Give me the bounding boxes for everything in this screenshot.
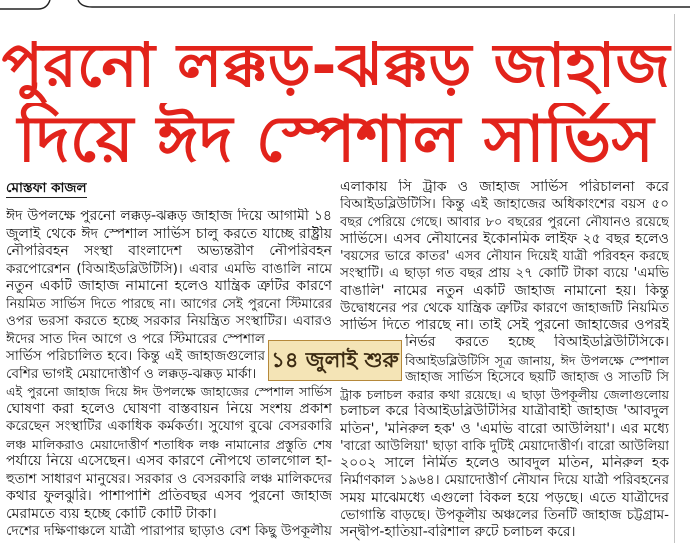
page-frame-border: [0, 0, 690, 14]
article-line: নৌপরিবহন সংস্থা বাংলাদেশ অভ্যন্তরীণ নৌপরিবহন: [6, 243, 332, 259]
headline-line: পুরনো লক্কড়-ঝক্কড় জাহাজ: [1, 31, 671, 101]
article-line: করপোরেশন (বিআইডব্লিউটিসি)। এবার এমভি বাঙালি নামে: [6, 260, 332, 277]
article-line: পর্যায়ে নিয়ে এসেছেন। এসব কারণে নৌপথে তালগোল হা-: [6, 453, 332, 469]
author-name: মোস্তফা কাজল: [6, 180, 87, 196]
article-line: ঈদ উপলক্ষে পুরনো লক্কড়-ঝক্কড় জাহাজ দিয়ে আগামী ১৪: [6, 208, 332, 224]
article-line: ওপর ভরসা করতে হচ্ছে সরকার নিয়ন্ত্রিত সংস্থাটির। এবারও: [6, 313, 332, 329]
article-line: বেশির ভাগই মেয়াদোত্তীর্ণ ও লক্কড়-ঝক্কড় মার্কা।: [6, 365, 257, 382]
article-line: সন্দ্বীপ-হাতিয়া-বরিশাল রুটে চলাচল করে।: [340, 524, 576, 540]
article-line: নির্মাণকাল ১৯৬৪। মেয়াদোত্তীর্ণ নৌযান দিয়ে যাত্রী পরিবহনের: [340, 472, 669, 489]
article-line: মেরামতে ব্যয় হচ্ছে কোটি কোটি টাকা।: [6, 505, 217, 522]
article-line: সংস্থাটি। এ ছাড়া গত বছর প্রায় ২৭ কোটি টাকা ব্যয়ে 'এমভি: [340, 265, 669, 282]
article-line: 'বয়সের ভারে কাতর' এসব নৌযান দিয়েই যাত্রী পরিবহন করছে: [340, 249, 669, 264]
byline: [6, 180, 87, 198]
date-callout-box: ১৪ জুলাই শুরু: [268, 340, 402, 381]
article-line: মতিন', 'মনিরুল হক' ও 'এমভি বারো আউলিয়া'। এর মধ্যে: [340, 420, 669, 437]
article-line: লঞ্চ মালিকরাও মেয়াদোত্তীর্ণ শতাধিক লঞ্চ নামানোর প্রস্তুতি শেষ: [6, 436, 332, 452]
article-line: উদ্বোধনের পর থেকে যান্ত্রিক ত্রুটির কারণে জাহাজটি নিয়মিত: [340, 299, 669, 316]
column-rule: [674, 14, 675, 543]
article-line: এই পুরনো জাহাজ দিয়ে ঈদ উপলক্ষে জাহাজের স্পেশাল সার্ভিস: [6, 384, 332, 399]
article-line: বছর পেরিয়ে গেছে। আবার ৮০ বছরের পুরনো নৌযানও রয়েছে: [340, 214, 669, 230]
article-line: চলাচল করে বিআইডব্লিউটিসির যাত্রীবাহী জাহাজ 'আবদুল: [340, 403, 669, 420]
article-line: নতুন একটি জাহাজ নামানো হলেও যান্ত্রিক ত্রুটির কারণে: [6, 278, 332, 294]
article-line: সার্ভিসে। এসব নৌযানের ইকোনমিক লাইফ ২৫ বছর হলেও: [340, 230, 669, 247]
article-line: ট্রাক চলাচল করার কথা রয়েছে। এ ছাড়া উপকূলীয় জেলাগুলোয়: [340, 387, 669, 402]
article-line: করেছেন সংস্থাটির একাধিক কর্মকর্তা। সুযোগ বুঝে বেসরকারি: [6, 418, 332, 434]
article-line: 'বারো আউলিয়া' ছাড়া বাকি দুটিই মেয়াদোত্তীর্ণ। বারো আউলিয়া: [340, 438, 669, 454]
article-line: বিআইডব্লিউটিসি সূত্র জানায়, ঈদ উপলক্ষে স্পেশাল: [405, 352, 669, 368]
article-line: দেশের দক্ষিণাঞ্চলে যাত্রী পারাপার ছাড়াও বেশ কিছু উপকূলীয়: [6, 523, 332, 539]
article-line: ভোগান্তি বাড়ছে। উপকূলীয় অঞ্চলের তিনটি জাহাজ চট্টগ্রাম-: [340, 506, 669, 523]
article-line: বিআইডব্লিউটিসি। কিন্তু এই জাহাজের অধিকাংশের বয়স ৫০: [340, 196, 669, 213]
article-line: জাহাজ সার্ভিস হিসেবে ছয়টি জাহাজ ও সাতটি সি: [405, 369, 669, 385]
article-line: সার্ভিস পরিচালিত হবে। কিন্তু এই জাহাজগুলোর: [6, 348, 265, 364]
article-line: ঈদের সাত দিন আগে ও পরে স্টিমারের স্পেশাল: [6, 330, 265, 347]
article-line: নিয়মিত সার্ভিস দিতে পারছে না। আগের সেই পুরনো স্টিমারের: [6, 296, 332, 312]
headline-line: দিয়ে ঈদ স্পেশাল সার্ভিস: [17, 103, 655, 177]
headline: [0, 29, 672, 177]
article-line: সার্ভিস দিতে পারছে না। তাই সেই পুরনো জাহাজের ওপরই: [340, 317, 669, 333]
article-line: এলাকায় সি ট্রাক ও জাহাজ সার্ভিস পরিচালনা করে: [340, 179, 669, 195]
article-line: বাঙালি' নামের নতুন একটি জাহাজ নামানো হয়। কিন্তু: [340, 282, 669, 299]
article-line: ২০০২ সালে নির্মিত হলেও আবদুল মতিন, মনিরুল হক: [340, 455, 669, 471]
article-line: জুলাই থেকে ঈদ স্পেশাল সার্ভিস চালু করতে যাচ্ছে রাষ্ট্রীয়: [6, 225, 332, 242]
article-line: নির্ভর করতে হচ্ছে বিআইডব্লিউটিসিকে।: [405, 334, 669, 351]
article-line: কথার ফুলঝুরি। পাশাপাশি প্রতিবছর এসব পুরনো জাহাজ: [6, 488, 332, 504]
article-line: ঘোষণা করা হলেও ঘোষণা বাস্তবায়ন নিয়ে সংশয় প্রকাশ: [6, 400, 332, 417]
article-line: হুতাশ সাধারণ মানুষের। সরকার ও বেসরকারি লঞ্চ মালিকদের: [6, 470, 332, 487]
article-line: সময় মাঝেমধ্যে এগুলো বিকল হয়ে পড়ছে। এতে যাত্রীদের: [340, 489, 669, 506]
